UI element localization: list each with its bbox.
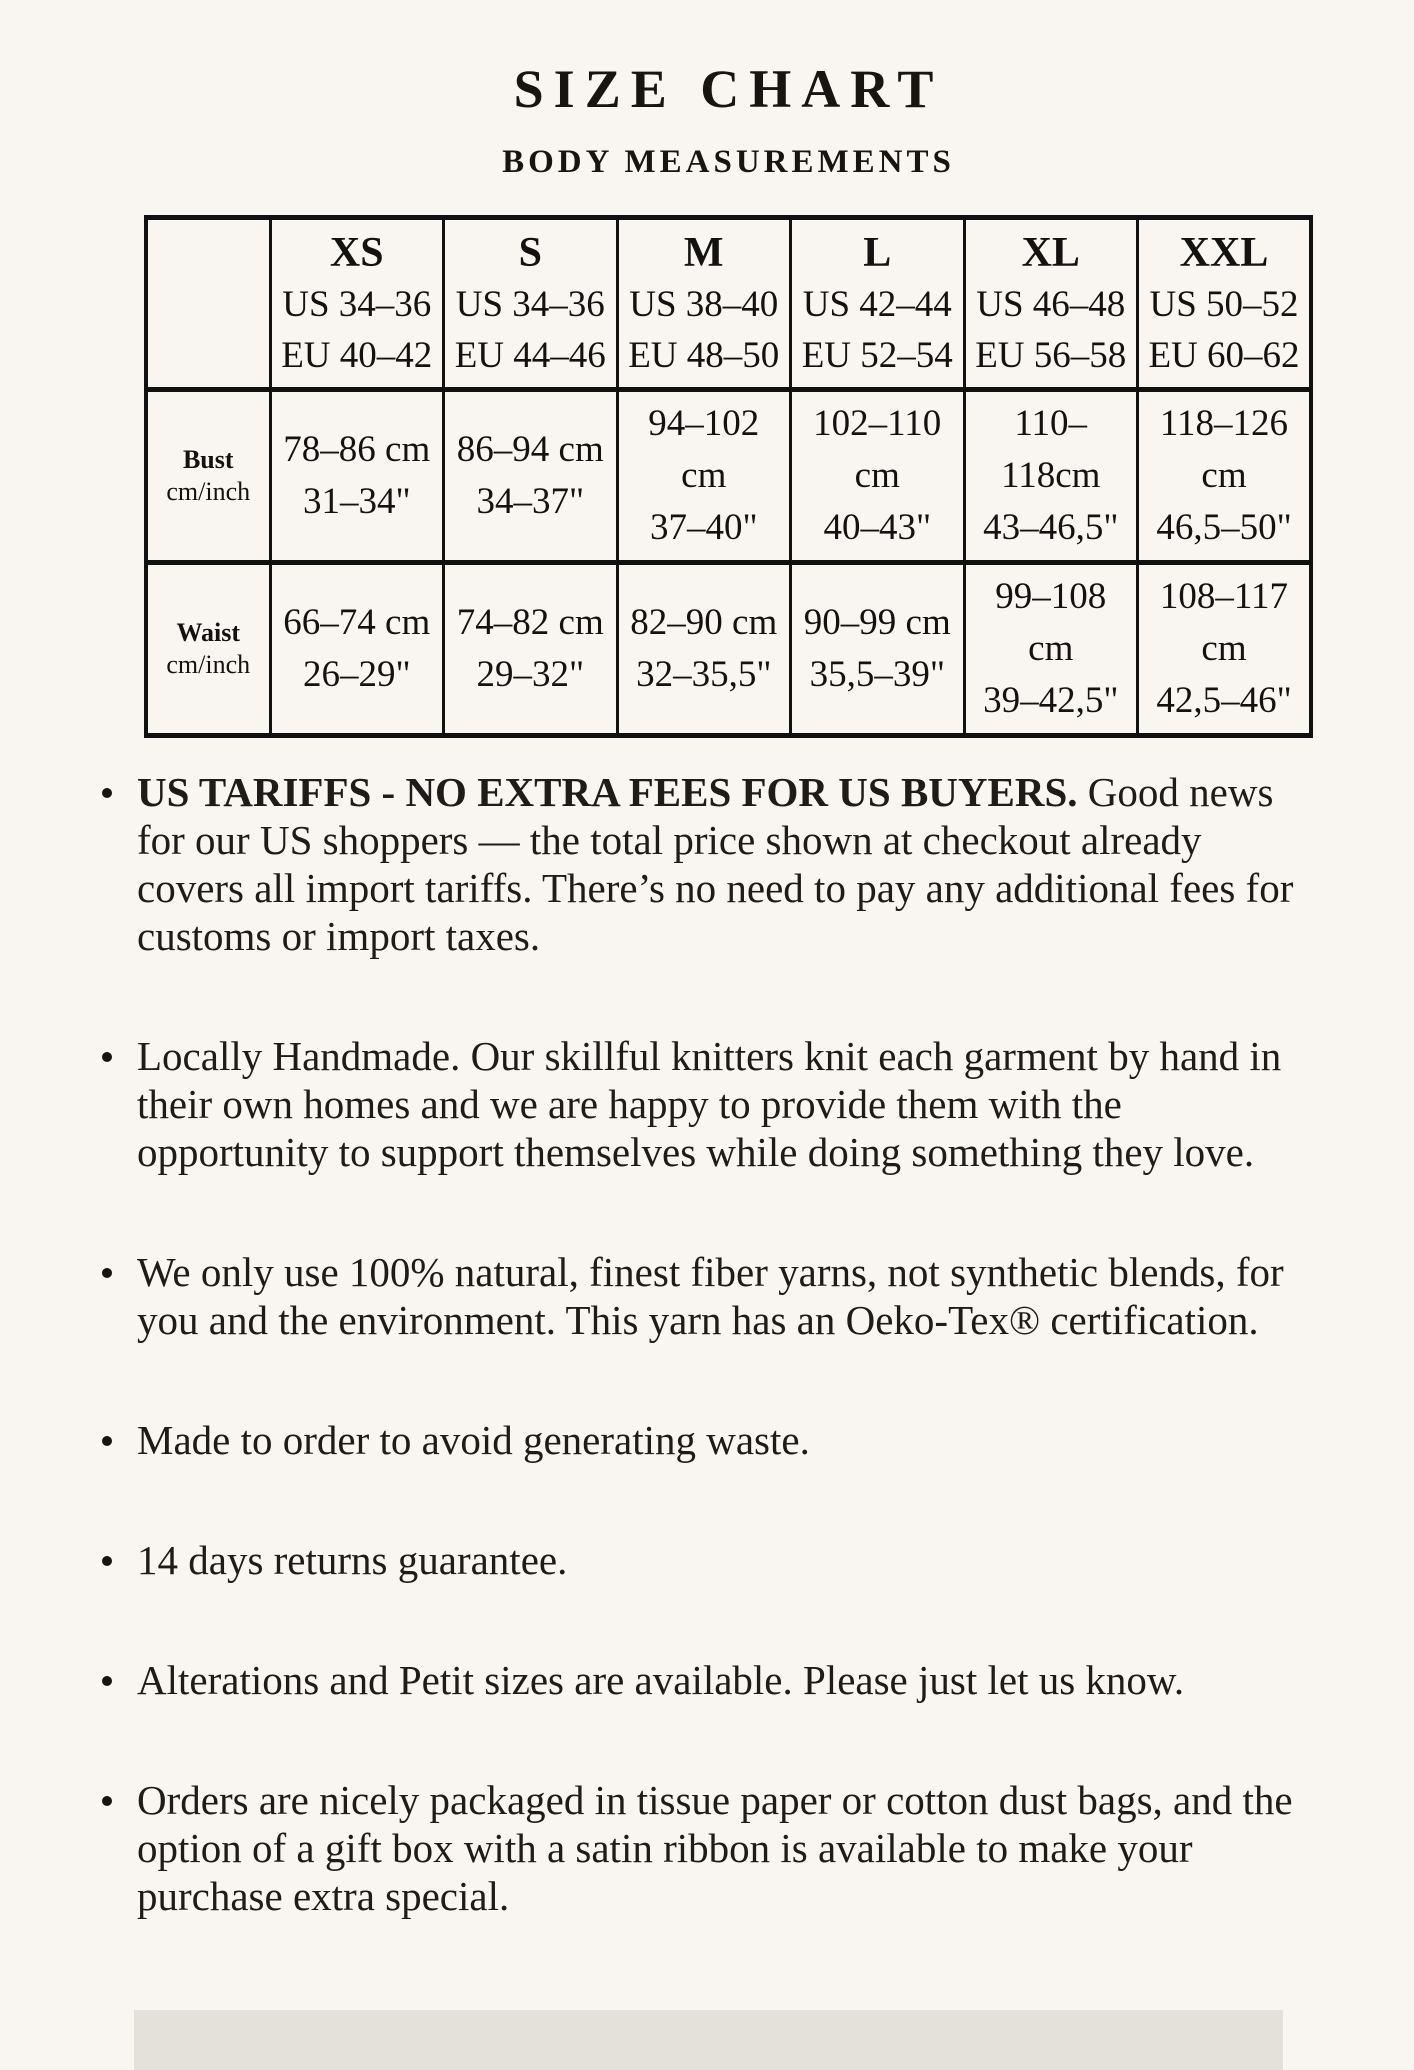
inch-value: 42,5–46" [1156,680,1292,721]
bust-cell-xs [270,390,444,563]
size-label: XXL [1179,229,1269,276]
list-item-made-to-order [100,1416,1315,1464]
page-subtitle: BODY MEASUREMENTS [502,144,955,180]
note-text: We only use 100% natural, finest fiber yarns, not synthetic blends, for you and the environment. This yarn has an Oeko-Tex® certification. [137,1249,1284,1343]
bust-cell-xxl [1138,390,1312,563]
table-row-bust [146,390,1311,563]
size-column-xs [270,218,444,390]
size-column-xl [964,218,1138,390]
cm-value: 78–86 cm [283,429,431,470]
note-text: Alterations and Petit sizes are available. Please just let us know. [137,1657,1185,1703]
page-title: SIZE CHART [513,59,944,119]
inch-value: 43–46,5" [983,507,1119,548]
cm-value: 118–126 cm [1159,403,1289,496]
inch-value: 34–37" [476,481,585,522]
note-text [137,768,1315,960]
bust-cell-l [791,390,965,563]
inch-value: 32–35,5" [636,654,772,695]
list-item-natural-yarns [100,1248,1315,1344]
body-measurements-table [144,215,1313,738]
note-lead: US TARIFFS - NO EXTRA FEES FOR US BUYERS. [137,769,1078,815]
cm-value: 110–118cm [1001,403,1101,496]
bullet-icon [100,1032,137,1176]
size-label: XS [329,229,384,276]
eu-size: EU 44–46 [454,334,606,376]
bust-cell-xl [964,390,1138,563]
document-header [144,58,1313,181]
row-unit: cm/inch [166,650,251,679]
size-column-m [617,218,791,390]
bust-cell-s [444,390,618,563]
list-item-locally-handmade [100,1032,1315,1176]
eu-size: EU 60–62 [1148,334,1300,376]
row-header-bust [146,390,270,563]
list-item-returns-guarantee [100,1536,1315,1584]
bullet-icon [100,1656,137,1704]
note-text: 14 days returns guarantee. [137,1537,568,1583]
eu-size: EU 56–58 [975,334,1127,376]
list-item-us-tariffs [100,768,1315,960]
waist-cell-xs [270,563,444,736]
us-size: US 46–48 [976,283,1126,325]
waist-cell-s [444,563,618,736]
note-body: Good news for our US shoppers — the total price shown at checkout already covers all import tariffs. There’s no need to pay any additional fees for customs or import taxes. [137,769,1294,959]
us-size: US 34–36 [455,283,605,325]
size-chart-document [0,58,1414,2058]
waist-cell-m [617,563,791,736]
size-column-s [444,218,618,390]
size-label: L [863,229,892,276]
cm-value: 108–117 cm [1159,576,1289,669]
list-item-packaging [100,1776,1315,1920]
cm-value: 86–94 cm [456,429,604,470]
size-column-xxl [1138,218,1312,390]
cm-value: 94–102 cm [648,403,760,496]
cm-value: 66–74 cm [283,602,431,643]
inch-value: 26–29" [302,654,411,695]
inch-value: 39–42,5" [983,680,1119,721]
inch-value: 37–40" [649,507,758,548]
note-text: Orders are nicely packaged in tissue paper or cotton dust bags, and the option of a gift box with a satin ribbon is available to make your purchase extra special. [137,1777,1293,1919]
inch-value: 46,5–50" [1156,507,1292,548]
bullet-icon [100,1416,137,1464]
us-size: US 50–52 [1149,283,1299,325]
size-label: M [683,229,724,276]
waist-cell-l [791,563,965,736]
inch-value: 35,5–39" [809,654,945,695]
bust-cell-m [617,390,791,563]
cm-value: 90–99 cm [803,602,951,643]
note-text: Made to order to avoid generating waste. [137,1417,810,1463]
us-size: US 34–36 [282,283,432,325]
bullet-icon [100,1248,137,1344]
inch-value: 31–34" [302,481,411,522]
table-header-row [146,218,1311,390]
note-text: Locally Handmade. Our skillful knitters knit each garment by hand in their own homes and we are happy to provide them with the opportunity to support themselves while doing something they love. [137,1033,1282,1175]
waist-cell-xl [964,563,1138,736]
bullet-icon [100,768,137,960]
row-label: Bust [182,445,234,474]
list-item-alterations [100,1656,1315,1704]
row-header-waist [146,563,270,736]
inch-value: 40–43" [823,507,932,548]
size-label: S [518,229,542,276]
cm-value: 102–110 cm [813,403,942,496]
product-notes-list [100,768,1315,1920]
us-size: US 42–44 [802,283,952,325]
bullet-icon [100,1776,137,1920]
next-section-block [134,2010,1283,2070]
empty-corner-cell [146,218,270,390]
cm-value: 82–90 cm [630,602,778,643]
waist-cell-xxl [1138,563,1312,736]
eu-size: EU 52–54 [801,334,953,376]
size-column-l [791,218,965,390]
cm-value: 99–108 cm [995,576,1107,669]
row-unit: cm/inch [166,477,251,506]
us-size: US 38–40 [629,283,779,325]
bullet-icon [100,1536,137,1584]
table-row-waist [146,563,1311,736]
eu-size: EU 40–42 [281,334,433,376]
inch-value: 29–32" [476,654,585,695]
size-label: XL [1021,229,1080,276]
eu-size: EU 48–50 [628,334,780,376]
cm-value: 74–82 cm [456,602,604,643]
row-label: Waist [176,618,241,647]
